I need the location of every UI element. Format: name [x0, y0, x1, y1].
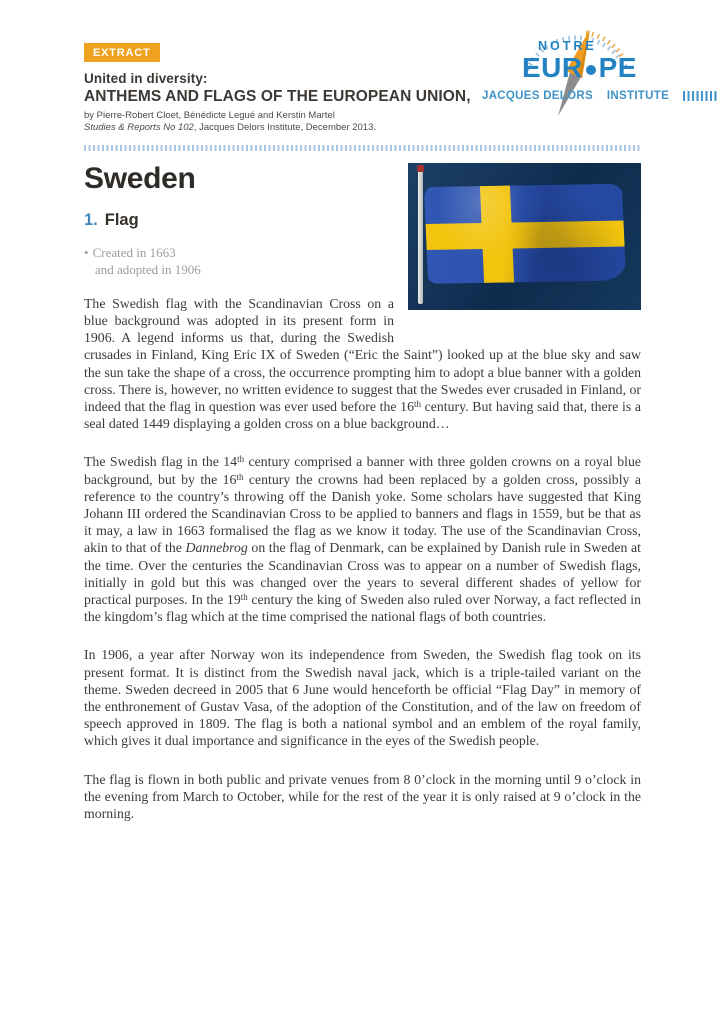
logo-text-notre: NOTRE: [538, 39, 597, 53]
logo-europe-end: PE: [598, 52, 637, 83]
dotted-divider: [84, 145, 641, 151]
logo-tick-marks: [683, 91, 717, 101]
publication-details: , Jacques Delors Institute, December 2013.: [193, 122, 377, 133]
extract-badge: EXTRACT: [84, 43, 160, 62]
body-paragraph: The Swedish flag in the 14th century comprised a banner with three golden crowns on a royal blue background, but by the 16th century the crowns had been replaced by a golden cross, possibly a reference to the country’s throwing off the Danish yoke. Some scholars have suggested that King Johann III ordered the Scandinavian Cross to be applied to banners and flags in 1559, but be that as it may, a law in 1663 formalised the flag as we know it today. The use of the Scandinavian Cross, akin to that of the Dannebrog on the flag of Denmark, can be explained by Danish rule in Sweden at the time. Over the centuries the Scandinavian Cross was to appear on a number of Swedish flags, initially in gold but this was changed over the years to several different shades of yellow for practical purposes. In the 19th century the king of Sweden also ruled over Norway, a fact reflected in the kingdom’s flag which at the time comprised the national flags of both countries.: [84, 454, 641, 625]
flagpole-graphic: [418, 170, 423, 304]
page-title: Sweden: [84, 162, 196, 195]
article-content: [84, 163, 641, 843]
fact-text: and adopted in 1906: [95, 261, 201, 277]
fact-text: Created in 1663: [92, 244, 176, 260]
publication-title: ANTHEMS AND FLAGS OF THE EUROPEAN UNION,: [84, 88, 471, 105]
publication-series: Studies & Reports No 102: [84, 122, 194, 133]
byline: by Pierre-Robert Cloet, Bénédicte Legué and Kerstin Martel: [84, 110, 335, 121]
flagpole-tip-graphic: [417, 165, 424, 172]
sweden-flag-photo: [408, 163, 641, 310]
logo-institute: INSTITUTE: [606, 90, 670, 102]
swedish-flag-graphic: [424, 184, 626, 284]
logo-text-europe: [522, 52, 637, 84]
logo-dot-icon: [586, 65, 596, 75]
body-paragraph: The flag is flown in both public and private venues from 8 0’clock in the morning until 9 o’clock in the evening from March to October, while for the rest of the year it is only raised at 9 o’clock in the morning.: [84, 771, 641, 822]
publication-reference: [84, 122, 471, 133]
publication-header: [84, 71, 471, 133]
body-paragraph: The Swedish flag with the Scandinavian Cross on a blue background was adopted in its present form in 1906. A legend informs us that, during the Swedish crusades in Finland, King Eric IX of Sweden (“Eric the Saint”) looked up at the blue sky and saw the sun take the shape of a cross, the occurrence prompting him to adopt a blue banner with a golden cross. There is, however, no written evidence to suggest that the Swedes ever crusaded in Finland, or indeed that the flag in question was ever used before the 16th century. But having said that, there is a seal dated 1449 displaying a golden cross on a blue background…: [84, 295, 641, 432]
body-paragraph: In 1906, a year after Norway won its independence from Sweden, the Swedish flag took on its present format. It is distinct from the Swedish naval jack, which is a triple-tailed variant on the theme. Sweden decreed in 2005 that 6 June would henceforth be official “Flag Day” in memory of the enthronement of Gustav Vasa, of the adoption of the Constitution, and of the law on freedom of speech approved in 1809. The flag is both a national symbol and an emblem of the royal family, which gives it dual importance and significance in the eyes of the Swedish people.: [84, 647, 641, 749]
notre-europe-logo: [482, 26, 670, 120]
bullet-icon: •: [84, 244, 89, 260]
section-title: Flag: [104, 210, 139, 229]
logo-institute-row: [482, 90, 717, 102]
logo-europe-start: EUR: [522, 52, 583, 83]
logo-jacques-delors: JACQUES DELORS: [482, 90, 593, 102]
series-title: United in diversity:: [84, 71, 208, 86]
section-number: 1.: [84, 210, 98, 229]
